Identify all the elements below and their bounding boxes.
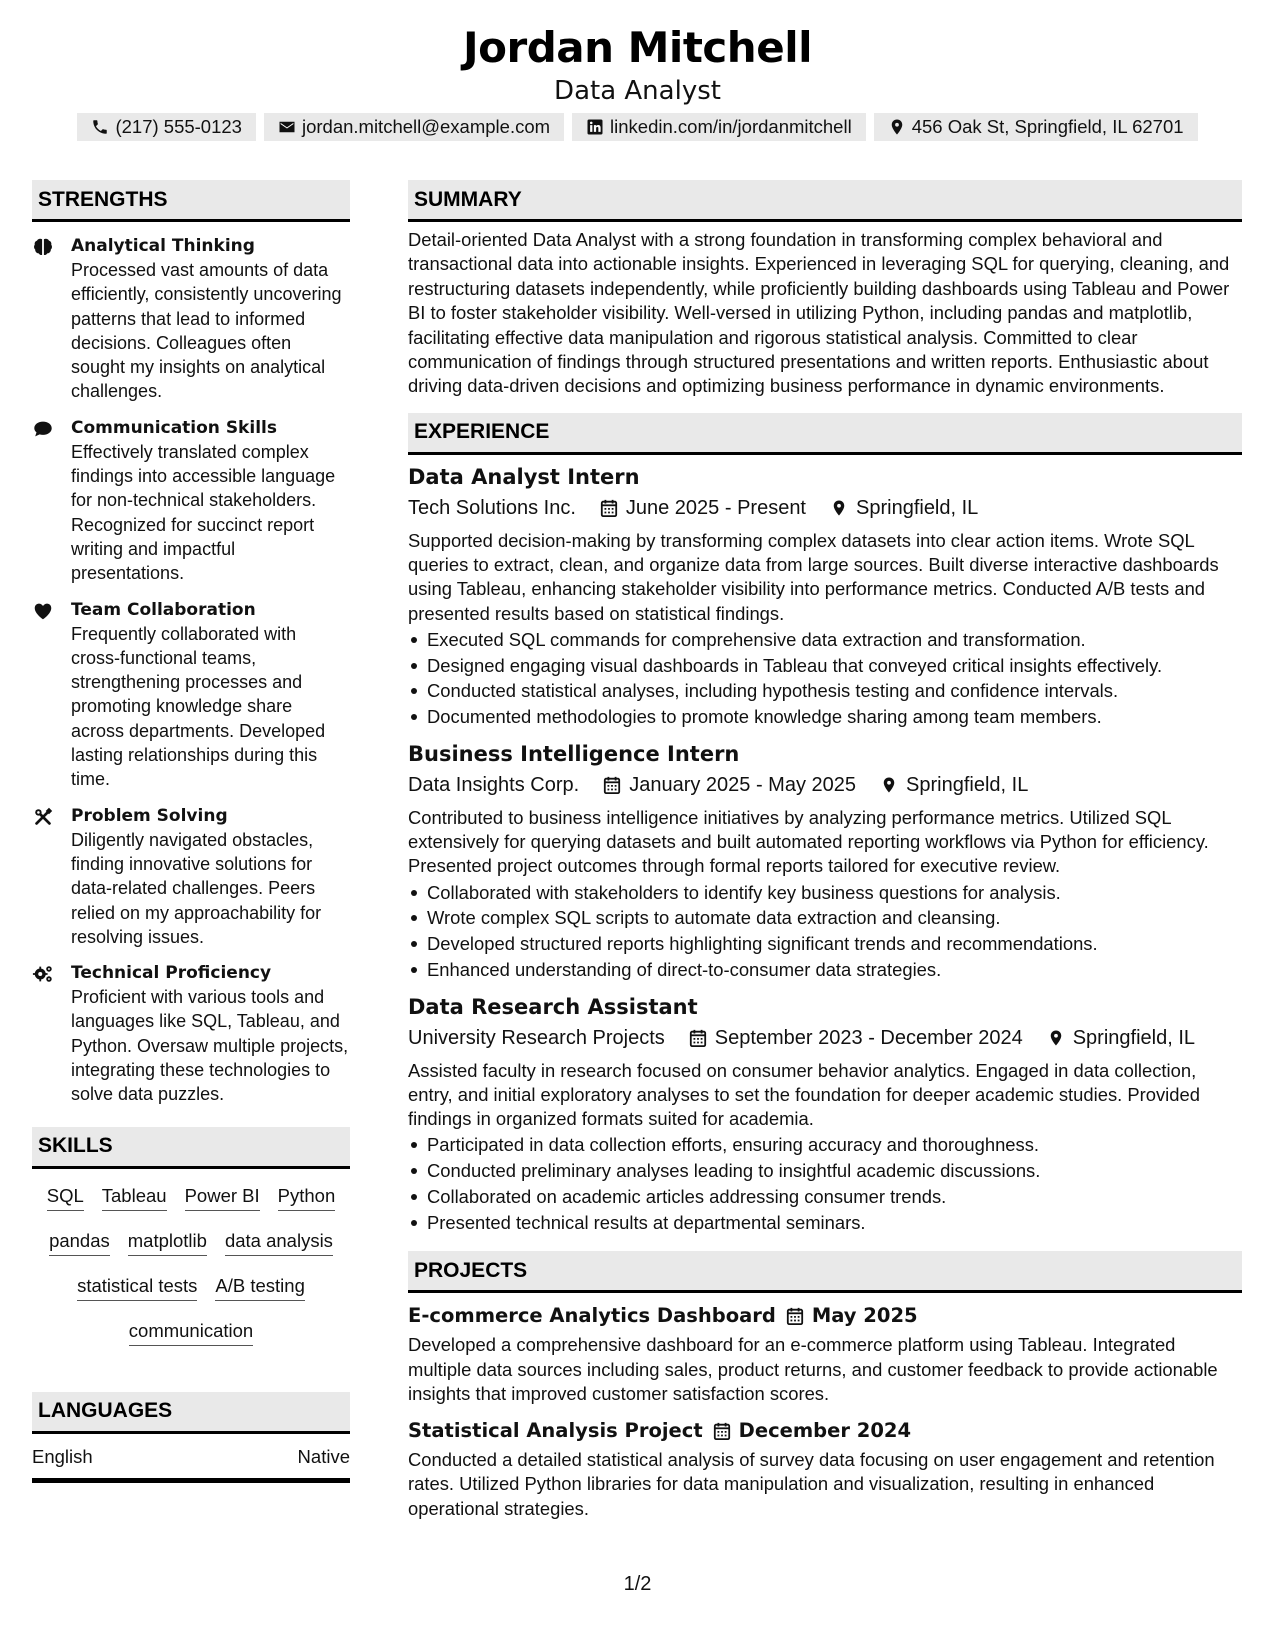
summary-text: Detail-oriented Data Analyst with a strong foundation in transforming complex behavioral and transactional data into actionable insights. Experienced in leveraging SQL for querying, cleaning, and restructuring datasets independently, while proficiently building dashboards using Tableau and Power BI to foster stakeholder visibility. Well-versed in utilizing Python, including pandas and matplotlib, facilitating effective data manipulation and rigorous statistical analysis. Committed to clear communication of findings through structured presentations and written reports. Enthusiastic about driving data-driven decisions and optimizing business performance in dynamic environments. (408, 229, 1230, 397)
contact-linkedin-text: linkedin.com/in/jordanmitchell (610, 116, 852, 137)
calendar-icon (603, 775, 621, 795)
language-name: English (32, 1445, 93, 1467)
skills-heading: SKILLS (32, 1127, 350, 1169)
experience-entry (408, 993, 1242, 1236)
strength-title: Technical Proficiency (71, 963, 272, 984)
list-item: Executed SQL commands for comprehensive data extraction and transformation. (408, 627, 1242, 653)
project-description: Conducted a detailed statistical analysis of survey data focusing on user engagement and retention rates. Utilized Python libraries for data manipulation and visualization, resulting in enhanced operational strategies. (408, 1449, 1215, 1519)
project-description: Developed a comprehensive dashboard for an e-commerce platform using Tableau. Integrated multiple data sources including sales, product returns, and customer feedback to provide actionable insights that improved customer satisfaction scores. (408, 1334, 1218, 1404)
project-header (408, 1416, 1242, 1446)
project-date: December 2024 (738, 1419, 912, 1443)
contact-email[interactable] (264, 113, 564, 141)
job-bullets (408, 880, 1242, 983)
list-item: Conducted statistical analyses, including hypothesis testing and confidence intervals. (408, 678, 1242, 704)
languages-heading: LANGUAGES (32, 1392, 350, 1434)
strength-text: Effectively translated complex findings into accessible language for non-technical stakeholders. Recognized for succinct report writing and impactful presentations. (71, 441, 336, 584)
list-item: Conducted preliminary analyses leading to insightful academic discussions. (408, 1158, 1242, 1184)
strength-item (32, 961, 350, 1106)
skill-tag: statistical tests (77, 1273, 197, 1301)
job-location: Springfield, IL (906, 773, 1029, 796)
strength-text: Diligently navigated obstacles, finding innovative solutions for data-related challenges. Peers relied on my approachability for resolving issues. (71, 829, 322, 947)
language-level: Native (297, 1445, 350, 1467)
calendar-icon (689, 1028, 707, 1048)
job-company: University Research Projects (408, 1026, 665, 1049)
job-dates: September 2023 - December 2024 (714, 1026, 1023, 1049)
strength-title: Team Collaboration (71, 599, 256, 620)
resume-header (0, 22, 1275, 108)
experience-entry (408, 740, 1242, 983)
strength-title: Communication Skills (71, 417, 277, 438)
job-meta (408, 1023, 1242, 1053)
heart-icon (32, 600, 54, 622)
skill-tag: pandas (49, 1228, 110, 1256)
project-entry (408, 1301, 1242, 1406)
strength-item (32, 598, 350, 792)
skill-tag: communication (129, 1318, 253, 1346)
project-title: E-commerce Analytics Dashboard (408, 1304, 776, 1328)
left-column (32, 180, 350, 1483)
list-item: Collaborated with stakeholders to identify key business questions for analysis. (408, 880, 1242, 906)
job-title: Data Analyst Intern (408, 464, 640, 489)
job-location: Springfield, IL (1072, 1026, 1196, 1049)
list-item: Enhanced understanding of direct-to-consumer data strategies. (408, 957, 1242, 983)
contact-bar (0, 113, 1275, 141)
job-description: Assisted faculty in research focused on consumer behavior analytics. Engaged in data collection, entry, and initial exploratory analyses to set the foundation for deeper academic studies. Provided findings in organized formats suited for academia. (408, 1059, 1200, 1130)
map-pin-icon (888, 118, 906, 136)
list-item: Presented technical results at departmental seminars. (408, 1210, 1242, 1236)
map-pin-icon (830, 498, 848, 518)
job-company: Data Insights Corp. (408, 773, 580, 796)
project-entry (408, 1416, 1242, 1521)
experience-entry (408, 463, 1242, 730)
list-item: Documented methodologies to promote knowledge sharing among team members. (408, 704, 1242, 730)
strength-title: Problem Solving (71, 805, 228, 826)
strengths-heading: STRENGTHS (32, 180, 350, 222)
contact-email-text: jordan.mitchell@example.com (301, 116, 551, 137)
experience-heading: EXPERIENCE (408, 413, 1242, 455)
candidate-name: Jordan Mitchell (463, 23, 812, 72)
brain-icon (32, 236, 54, 258)
contact-address (874, 113, 1198, 141)
skill-tag: Tableau (102, 1183, 167, 1211)
skill-tag: Python (278, 1183, 336, 1211)
list-item: Wrote complex SQL scripts to automate data extraction and cleansing. (408, 905, 1242, 931)
strength-text: Frequently collaborated with cross-functional teams, strengthening processes and promoting knowledge share across departments. Developed lasting relationships during this time. (71, 623, 326, 790)
right-column (408, 180, 1242, 1521)
strength-text: Proficient with various tools and languages like SQL, Tableau, and Python. Oversaw multiple projects, integrating these technologies to solve data puzzles. (71, 987, 349, 1105)
phone-icon (91, 118, 109, 136)
strength-text: Processed vast amounts of data efficiently, consistently uncovering patterns that lead to informed decisions. Colleagues often sought my insights on analytical challenges. (71, 260, 342, 402)
job-bullets (408, 1132, 1242, 1235)
job-meta (408, 493, 1242, 523)
gears-icon (32, 963, 54, 985)
calendar-icon (713, 1421, 731, 1441)
summary-heading: SUMMARY (408, 180, 1242, 222)
job-meta (408, 770, 1242, 800)
job-description: Supported decision-making by transforming complex datasets into clear action items. Wrote SQL queries to extract, clean, and organize data from large sources. Built diverse interactive dashboards using Tableau, enhancing stakeholder visibility into performance metrics. Conducted A/B tests and presented results based on statistical findings. (408, 529, 1219, 624)
job-dates: June 2025 - Present (625, 496, 806, 519)
languages-section (32, 1392, 350, 1483)
project-date: May 2025 (811, 1304, 918, 1328)
job-bullets (408, 627, 1242, 730)
job-title: Business Intelligence Intern (408, 741, 740, 766)
projects-heading: PROJECTS (408, 1251, 1242, 1293)
job-description: Contributed to business intelligence initiatives by analyzing performance metrics. Utilized SQL extensively for querying datasets and built automated reporting workflows via Python for efficiency. Presented project outcomes through formal reports tailored for executive review. (408, 806, 1209, 877)
calendar-icon (786, 1306, 804, 1326)
list-item: Developed structured reports highlighting significant trends and recommendations. (408, 931, 1242, 957)
list-item: Collaborated on academic articles addressing consumer trends. (408, 1184, 1242, 1210)
page-number: 1/2 (623, 1573, 652, 1595)
job-company: Tech Solutions Inc. (408, 496, 576, 519)
linkedin-icon (586, 118, 604, 136)
speech-bubble-icon (32, 418, 54, 440)
strength-title: Analytical Thinking (71, 236, 255, 256)
contact-linkedin[interactable] (572, 113, 866, 141)
calendar-icon (600, 498, 618, 518)
contact-phone-text: (217) 555-0123 (115, 116, 242, 137)
contact-phone[interactable] (77, 113, 256, 141)
skill-tag: A/B testing (215, 1273, 304, 1301)
contact-address-text: 456 Oak St, Springfield, IL 62701 (911, 116, 1184, 137)
tools-icon (32, 806, 54, 828)
envelope-icon (278, 118, 296, 136)
project-title: Statistical Analysis Project (408, 1419, 703, 1443)
map-pin-icon (1047, 1028, 1065, 1048)
list-item: Participated in data collection efforts, ensuring accuracy and thoroughness. (408, 1132, 1242, 1158)
list-item: Designed engaging visual dashboards in Tableau that conveyed critical insights effectively. (408, 653, 1242, 679)
skill-tag: SQL (47, 1183, 84, 1211)
project-header (408, 1301, 1242, 1331)
skills-list (32, 1183, 350, 1346)
job-dates: January 2025 - May 2025 (629, 773, 857, 796)
skill-tag: Power BI (185, 1183, 260, 1211)
strength-item (32, 234, 350, 404)
language-row (32, 1446, 350, 1483)
skill-tag: data analysis (225, 1228, 333, 1256)
candidate-title: Data Analyst (554, 76, 721, 106)
job-location: Springfield, IL (856, 496, 979, 519)
strength-item (32, 804, 350, 949)
map-pin-icon (880, 775, 898, 795)
job-title: Data Research Assistant (408, 994, 698, 1019)
strength-item (32, 416, 350, 586)
skill-tag: matplotlib (128, 1228, 207, 1256)
